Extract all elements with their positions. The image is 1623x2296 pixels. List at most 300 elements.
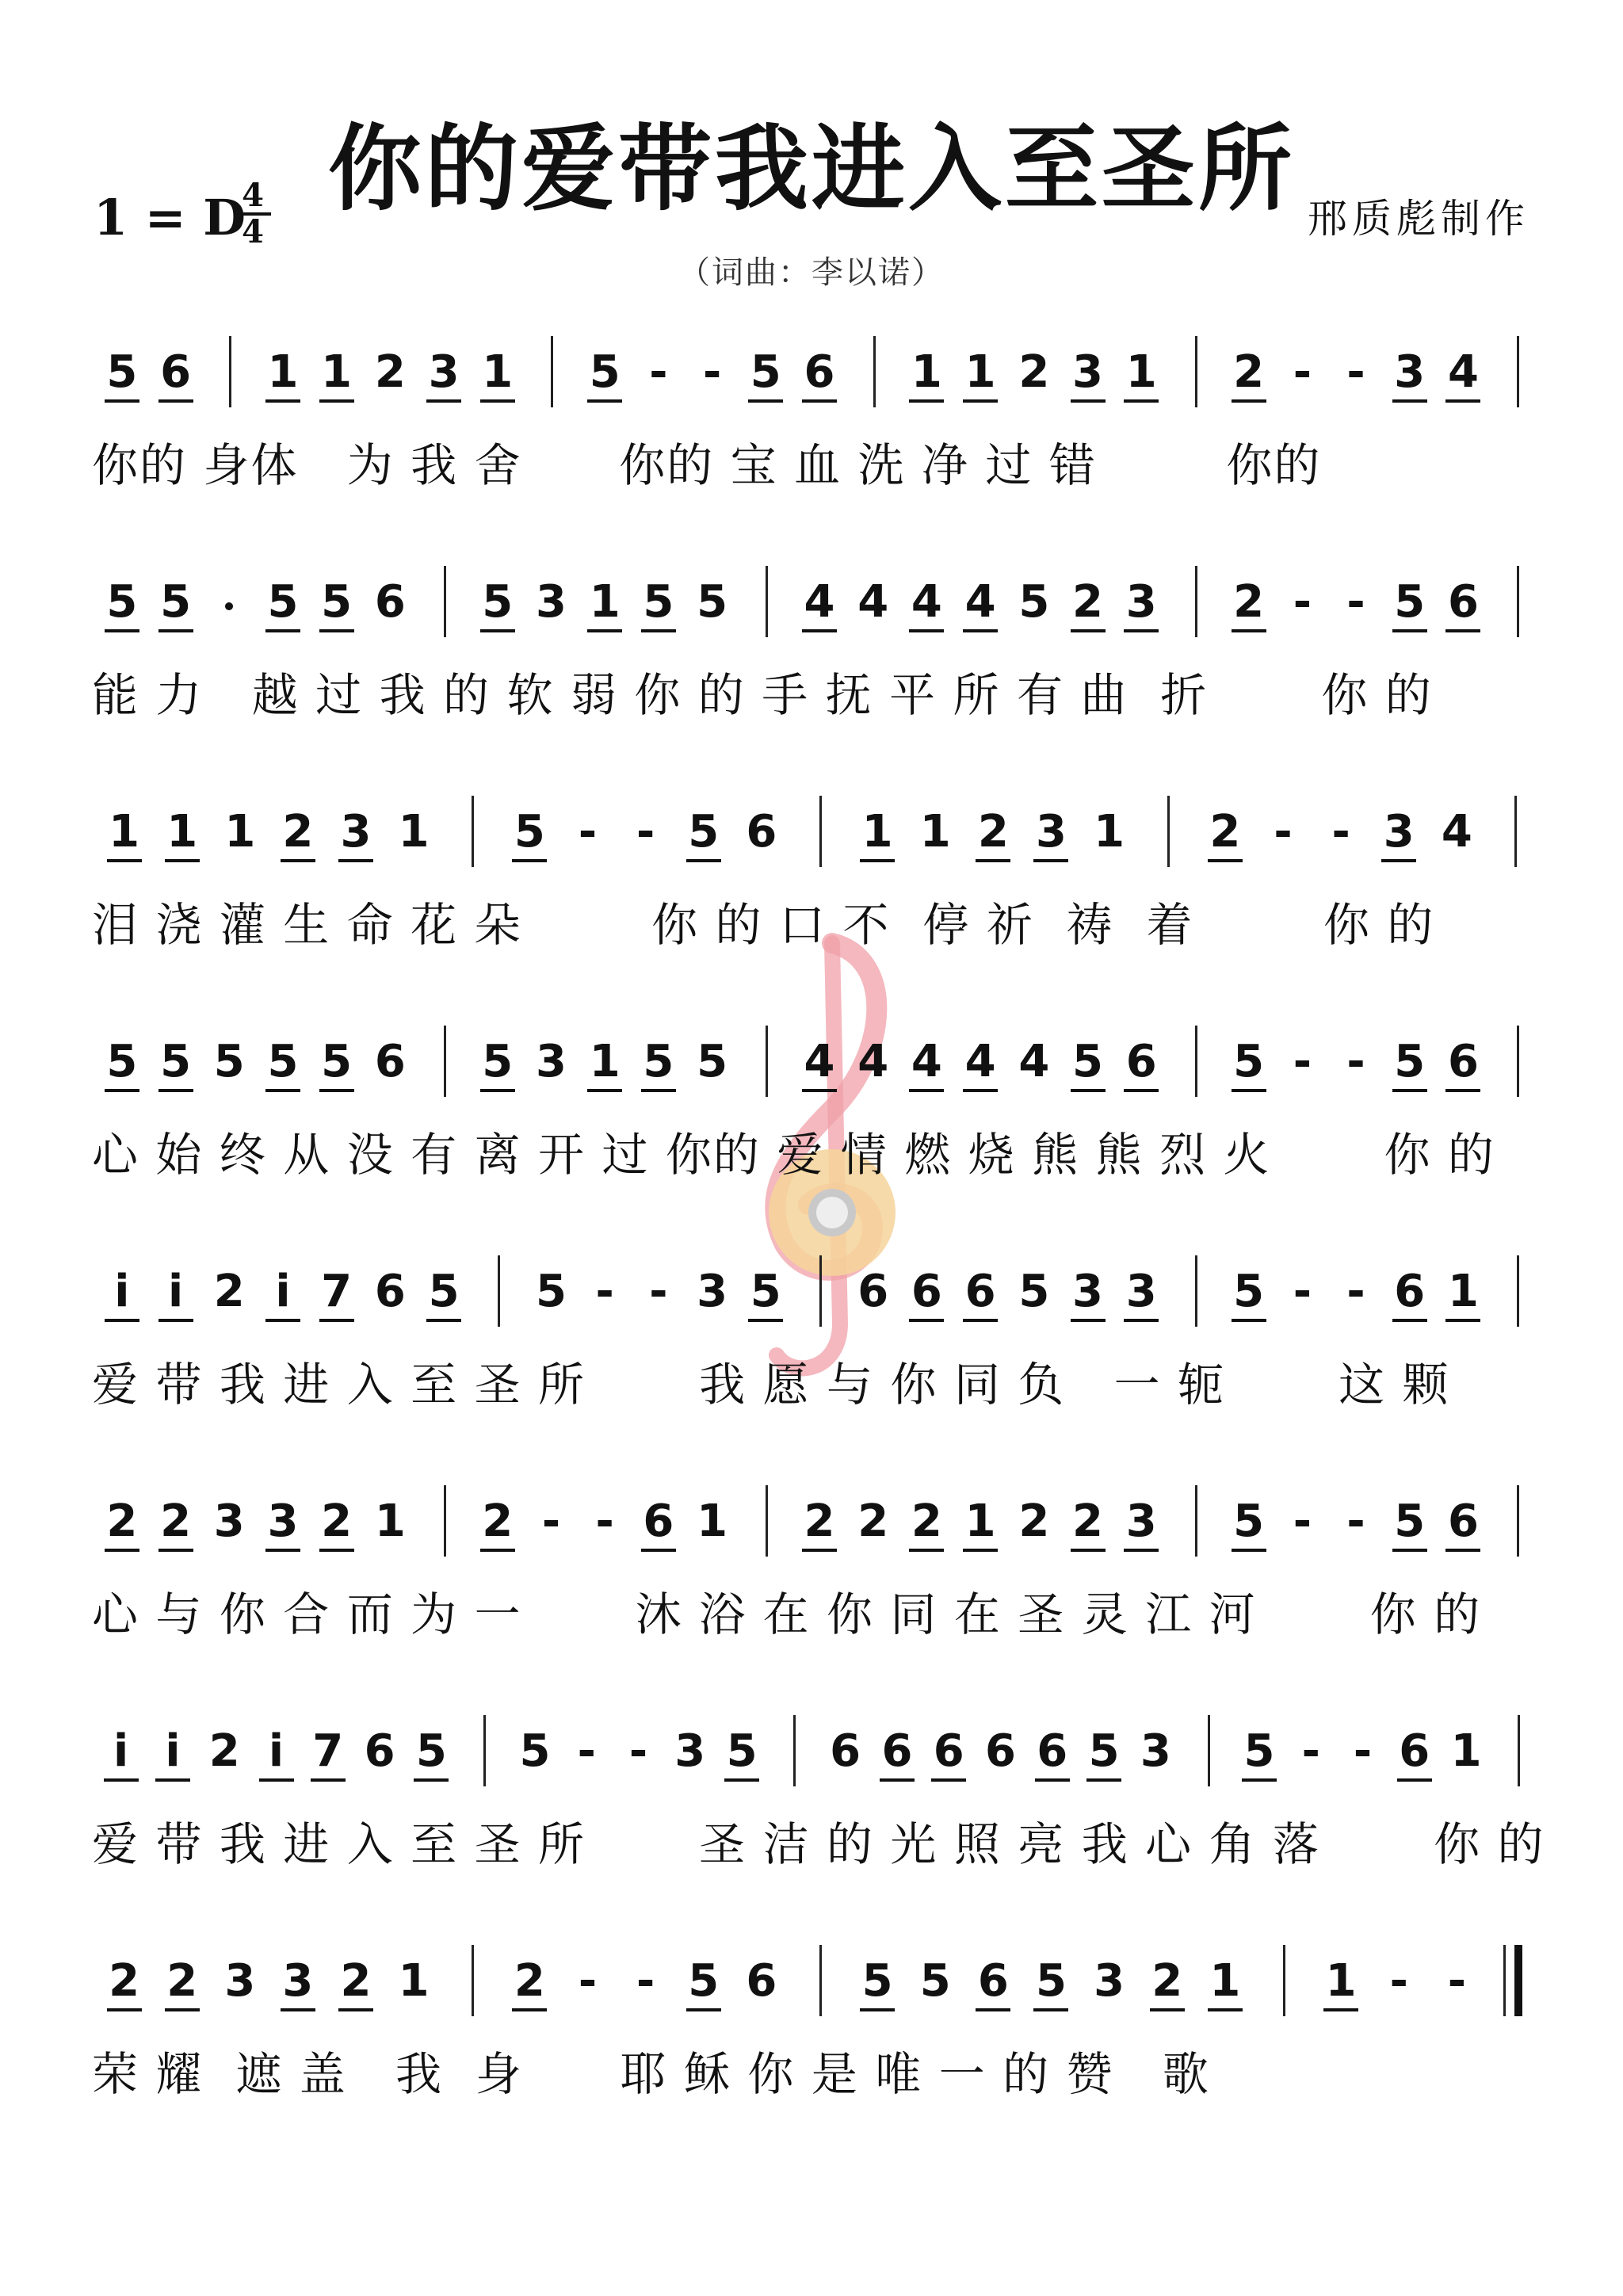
- note: 3: [1125, 576, 1157, 628]
- eighth-underline: [963, 1089, 998, 1092]
- notation-system: [0, 1720, 1623, 1926]
- note: 3: [1125, 1266, 1157, 1317]
- note: 5: [919, 1955, 951, 2007]
- note: i: [165, 1725, 181, 1777]
- note: 2: [1072, 1496, 1103, 1547]
- notation-system: [0, 1030, 1623, 1236]
- note: 3: [267, 1496, 299, 1547]
- eighth-underline: [1381, 859, 1416, 862]
- lyric-line: 爱 带 我 进 入 至 圣 所 圣 洁 的 光 照 亮 我 心 角 落 你 的: [92, 1817, 1545, 1871]
- eighth-underline: [281, 2008, 315, 2011]
- note: 1: [398, 806, 430, 858]
- note: 3: [340, 806, 372, 858]
- note: 5: [589, 346, 621, 398]
- bar-line: [444, 1026, 446, 1097]
- note: 1: [589, 1036, 621, 1087]
- eighth-underline: [338, 2008, 373, 2011]
- eighth-underline: [158, 1089, 193, 1092]
- bar-line: [1514, 796, 1517, 867]
- bar-line: [1518, 1715, 1520, 1786]
- note: 5: [160, 1036, 192, 1087]
- eighth-underline: [909, 629, 944, 632]
- eighth-underline: [909, 1089, 944, 1092]
- note: 5: [1088, 1725, 1120, 1777]
- sustain-dash: -: [1274, 806, 1293, 858]
- sustain-dash: -: [1293, 1266, 1312, 1317]
- note: 1: [1447, 1266, 1479, 1317]
- eighth-underline: [976, 2008, 1010, 2011]
- notation-system: [0, 571, 1623, 777]
- lyric-line: 心 始 终 从 没 有 离 开 过 你的 爱 情 燃 烧 熊 熊 烈 火 你 的: [92, 1128, 1495, 1182]
- eighth-underline: [265, 1319, 300, 1322]
- note: 1: [1325, 1955, 1357, 2007]
- sustain-dash: -: [1293, 1496, 1312, 1547]
- note: 4: [911, 1036, 942, 1087]
- lyric-line: 心 与 你 合 而 为 一 沐 浴 在 你 同 在 圣 灵 江 河 你 的: [92, 1587, 1482, 1641]
- note: 2: [1072, 576, 1103, 628]
- note: 3: [535, 576, 567, 628]
- note: 2: [857, 1496, 889, 1547]
- note: 1: [964, 1496, 996, 1547]
- note: 1: [374, 1496, 406, 1547]
- eighth-underline: [860, 859, 895, 862]
- note: 5: [519, 1725, 551, 1777]
- bar-line: [766, 1026, 768, 1097]
- note: 3: [1125, 1496, 1157, 1547]
- notation-system: [0, 1260, 1623, 1466]
- bar-line: [819, 1255, 822, 1327]
- note: 5: [428, 1266, 460, 1317]
- note: 5: [750, 1266, 781, 1317]
- note: 6: [881, 1725, 913, 1777]
- note: 1: [482, 346, 514, 398]
- note: 6: [933, 1725, 964, 1777]
- note: 5: [213, 1036, 245, 1087]
- sustain-dash: -: [1346, 1036, 1365, 1087]
- eighth-underline: [1392, 399, 1427, 403]
- note: 6: [160, 346, 192, 398]
- bar-line: [819, 1945, 822, 2016]
- note: 5: [861, 1955, 893, 2007]
- eighth-underline: [107, 2008, 142, 2011]
- sustain-dash: -: [1293, 1036, 1312, 1087]
- note: 1: [697, 1496, 728, 1547]
- note: 1: [267, 346, 299, 398]
- note: 6: [1037, 1725, 1068, 1777]
- eighth-underline: [686, 2008, 721, 2011]
- sustain-dash: -: [1389, 1955, 1408, 2007]
- eighth-underline: [165, 859, 200, 862]
- eighth-underline: [319, 629, 354, 632]
- eighth-underline: [1232, 399, 1266, 403]
- note: 6: [374, 1266, 406, 1317]
- bar-line: [1167, 796, 1170, 867]
- final-bar-thick: [1514, 1945, 1522, 2016]
- eighth-underline: [158, 399, 193, 403]
- note: 7: [312, 1725, 344, 1777]
- note: 5: [160, 576, 192, 628]
- eighth-underline: [587, 629, 622, 632]
- note: 1: [224, 806, 256, 858]
- note: 4: [964, 576, 996, 628]
- eighth-underline: [165, 2008, 200, 2011]
- eighth-underline: [1445, 1089, 1480, 1092]
- eighth-underline: [963, 399, 998, 403]
- eighth-underline: [1445, 399, 1480, 403]
- sustain-dash: -: [578, 1955, 598, 2007]
- note: 2: [1018, 346, 1050, 398]
- bar-line: [1195, 566, 1197, 637]
- note: 3: [224, 1955, 256, 2007]
- note: 1: [919, 806, 951, 858]
- note: 2: [977, 806, 1009, 858]
- eighth-underline: [1445, 1549, 1480, 1552]
- eighth-underline: [259, 1778, 294, 1782]
- sustain-dash: -: [578, 806, 598, 858]
- eighth-underline: [1323, 2008, 1358, 2011]
- note: 6: [1399, 1725, 1430, 1777]
- bar-line: [1195, 1255, 1197, 1327]
- bar-line: [873, 336, 876, 407]
- notation-system: [0, 1950, 1623, 2156]
- note: 6: [374, 576, 406, 628]
- note: 3: [1072, 1266, 1103, 1317]
- eighth-underline: [1208, 859, 1243, 862]
- bar-line: [1517, 336, 1519, 407]
- note: 4: [857, 576, 889, 628]
- note: 4: [1447, 346, 1479, 398]
- note: 2: [911, 1496, 942, 1547]
- note: 2: [374, 346, 406, 398]
- sustain-dash: -: [1346, 1266, 1365, 1317]
- note: 4: [964, 1036, 996, 1087]
- eighth-underline: [1232, 1549, 1266, 1552]
- note: 4: [857, 1036, 889, 1087]
- note: 2: [106, 1496, 138, 1547]
- bar-line: [444, 566, 446, 637]
- notation-system: [0, 1490, 1623, 1696]
- eighth-underline: [1208, 2008, 1243, 2011]
- note: 6: [1447, 1036, 1479, 1087]
- eighth-underline: [641, 1549, 676, 1552]
- note: 3: [1094, 1955, 1125, 2007]
- bar-line: [1517, 1255, 1519, 1327]
- note: 6: [1394, 1266, 1426, 1317]
- eighth-underline: [1150, 2008, 1185, 2011]
- eighth-underline: [1071, 399, 1106, 403]
- eighth-underline: [1124, 629, 1159, 632]
- note: 5: [1018, 576, 1050, 628]
- sustain-dash: -: [1346, 576, 1365, 628]
- eighth-underline: [480, 399, 515, 403]
- bar-line: [1208, 1715, 1210, 1786]
- eighth-underline: [426, 1319, 461, 1322]
- eighth-underline: [748, 1319, 783, 1322]
- note: 5: [1035, 1955, 1067, 2007]
- note: 2: [282, 806, 314, 858]
- note: 4: [1018, 1036, 1050, 1087]
- eighth-underline: [1071, 629, 1106, 632]
- note: 6: [911, 1266, 942, 1317]
- note: 5: [267, 1036, 299, 1087]
- sustain-dash: -: [1447, 1955, 1466, 2007]
- meter-denominator: 4: [235, 212, 271, 249]
- note: 1: [398, 1955, 430, 2007]
- eighth-underline: [1071, 1089, 1106, 1092]
- note: 5: [482, 576, 514, 628]
- eighth-underline: [319, 1089, 354, 1092]
- sustain-dash: -: [1293, 576, 1312, 628]
- note: 3: [1140, 1725, 1171, 1777]
- note: 3: [213, 1496, 245, 1547]
- eighth-underline: [1392, 629, 1427, 632]
- lyric-line: 荣 耀 遮 盖 我 身 耶 稣 你 是 唯 一 的 赞 歌: [92, 2047, 1210, 2101]
- note: 3: [1072, 346, 1103, 398]
- note: 5: [688, 806, 720, 858]
- eighth-underline: [860, 2008, 895, 2011]
- eighth-underline: [1124, 1549, 1159, 1552]
- key-signature: 1 = D: [94, 189, 246, 246]
- note: 2: [109, 1955, 140, 2007]
- note: 4: [911, 576, 942, 628]
- eighth-underline: [1397, 1778, 1432, 1782]
- eighth-underline: [480, 1089, 515, 1092]
- eighth-underline: [311, 1778, 346, 1782]
- note: 5: [106, 576, 138, 628]
- note: 6: [746, 806, 777, 858]
- sustain-dash: -: [1346, 1496, 1365, 1547]
- note: 4: [804, 576, 835, 628]
- note: 1: [589, 576, 621, 628]
- note: 1: [166, 806, 198, 858]
- eighth-underline: [802, 399, 837, 403]
- bar-line: [766, 566, 768, 637]
- note: 5: [1243, 1725, 1275, 1777]
- note: 1: [911, 346, 942, 398]
- sustain-dash: -: [649, 1266, 668, 1317]
- eighth-underline: [480, 629, 515, 632]
- eighth-underline: [1124, 399, 1159, 403]
- note: 6: [830, 1725, 861, 1777]
- eighth-underline: [931, 1778, 966, 1782]
- note: 6: [1447, 1496, 1479, 1547]
- eighth-underline: [976, 859, 1010, 862]
- note: 5: [321, 576, 353, 628]
- note: 5: [697, 576, 728, 628]
- note: 6: [977, 1955, 1009, 2007]
- note: i: [275, 1266, 291, 1317]
- sustain-dash: -: [702, 346, 722, 398]
- eighth-underline: [338, 859, 373, 862]
- note: 6: [1125, 1036, 1157, 1087]
- note: 5: [106, 1036, 138, 1087]
- sustain-dash: -: [1293, 346, 1312, 398]
- eighth-underline: [1071, 1319, 1106, 1322]
- bar-line: [498, 1255, 500, 1327]
- eighth-underline: [963, 1549, 998, 1552]
- note: 3: [1394, 346, 1426, 398]
- note: 2: [1209, 806, 1241, 858]
- eighth-underline: [155, 1778, 190, 1782]
- bar-line: [1195, 1026, 1197, 1097]
- note: 3: [535, 1036, 567, 1087]
- note: 2: [1018, 1496, 1050, 1547]
- eighth-underline: [724, 1778, 759, 1782]
- bar-line: [472, 796, 474, 867]
- note: 1: [861, 806, 893, 858]
- note: i: [114, 1266, 130, 1317]
- note: 6: [1447, 576, 1479, 628]
- time-signature: [235, 179, 271, 249]
- note: 5: [1018, 1266, 1050, 1317]
- note: 2: [482, 1496, 514, 1547]
- note: 1: [321, 346, 353, 398]
- note: 2: [1233, 576, 1265, 628]
- note: 5: [750, 346, 781, 398]
- eighth-underline: [963, 1319, 998, 1322]
- bar-line: [793, 1715, 796, 1786]
- eighth-underline: [1033, 2008, 1068, 2011]
- eighth-underline: [587, 1089, 622, 1092]
- bar-line: [551, 336, 553, 407]
- eighth-underline: [1124, 1319, 1159, 1322]
- note: 1: [964, 346, 996, 398]
- note: 5: [321, 1036, 353, 1087]
- note: i: [268, 1725, 285, 1777]
- lyric-line: 爱 带 我 进 入 至 圣 所 我 愿 与 你 同 负 一 轭 这 颗: [92, 1358, 1450, 1412]
- notation-system: [0, 800, 1623, 1007]
- eighth-underline: [319, 399, 354, 403]
- note: 4: [1441, 806, 1472, 858]
- note: 3: [428, 346, 460, 398]
- eighth-underline: [105, 1319, 139, 1322]
- meter-numerator: 4: [242, 177, 264, 214]
- augmentation-dot: [225, 602, 233, 610]
- note: 5: [415, 1725, 447, 1777]
- sustain-dash: -: [636, 1955, 655, 2007]
- note: 2: [514, 1955, 545, 2007]
- lyric-line: 能 力 越 过 我 的 软 弱 你 的 手 抚 平 所 有 曲 折 你 的: [92, 668, 1433, 722]
- eighth-underline: [1445, 629, 1480, 632]
- sustain-dash: -: [636, 806, 655, 858]
- eighth-underline: [480, 1549, 515, 1552]
- eighth-underline: [319, 1549, 354, 1552]
- note: 2: [340, 1955, 372, 2007]
- note: 2: [213, 1266, 245, 1317]
- note: 3: [674, 1725, 706, 1777]
- note: 5: [514, 806, 545, 858]
- note: 5: [1072, 1036, 1103, 1087]
- note: 5: [106, 346, 138, 398]
- eighth-underline: [1232, 629, 1266, 632]
- note: 6: [857, 1266, 889, 1317]
- eighth-underline: [281, 859, 315, 862]
- note: 5: [1233, 1496, 1265, 1547]
- eighth-underline: [265, 1089, 300, 1092]
- note: 1: [1450, 1725, 1482, 1777]
- eighth-underline: [512, 2008, 547, 2011]
- eighth-underline: [641, 1089, 676, 1092]
- note: 2: [1233, 346, 1265, 398]
- sustain-dash: -: [1301, 1725, 1320, 1777]
- note: 1: [1209, 1955, 1241, 2007]
- notation-system: [0, 341, 1623, 547]
- note: 3: [282, 1955, 314, 2007]
- note: 2: [208, 1725, 240, 1777]
- eighth-underline: [1124, 1089, 1159, 1092]
- eighth-underline: [158, 1319, 193, 1322]
- note: 2: [166, 1955, 198, 2007]
- eighth-underline: [880, 1778, 915, 1782]
- eighth-underline: [909, 1319, 944, 1322]
- note: 6: [374, 1036, 406, 1087]
- eighth-underline: [158, 1549, 193, 1552]
- bar-line: [444, 1485, 446, 1557]
- eighth-underline: [265, 1549, 300, 1552]
- eighth-underline: [1445, 1319, 1480, 1322]
- eighth-underline: [802, 1089, 837, 1092]
- eighth-underline: [107, 859, 142, 862]
- eighth-underline: [105, 1089, 139, 1092]
- sustain-dash: -: [628, 1725, 648, 1777]
- note: 5: [697, 1036, 728, 1087]
- eighth-underline: [104, 1778, 139, 1782]
- note: i: [167, 1266, 184, 1317]
- note: 5: [1394, 1496, 1426, 1547]
- note: 5: [643, 1036, 674, 1087]
- note: 6: [364, 1725, 395, 1777]
- note: 3: [697, 1266, 728, 1317]
- bar-line: [1517, 1026, 1519, 1097]
- note: 6: [985, 1725, 1016, 1777]
- note: 5: [1394, 576, 1426, 628]
- eighth-underline: [1232, 1089, 1266, 1092]
- note: 3: [1383, 806, 1415, 858]
- eighth-underline: [909, 1549, 944, 1552]
- note: 5: [1394, 1036, 1426, 1087]
- eighth-underline: [748, 399, 783, 403]
- eighth-underline: [1392, 1089, 1427, 1092]
- eighth-underline: [686, 859, 721, 862]
- eighth-underline: [1035, 1778, 1070, 1782]
- note: 2: [804, 1496, 835, 1547]
- eighth-underline: [802, 629, 837, 632]
- maker-credit: 邢质彪制作: [1308, 196, 1529, 242]
- note: 5: [726, 1725, 758, 1777]
- eighth-underline: [319, 1319, 354, 1322]
- song-title: 你的爱带我进入至圣所: [327, 113, 1295, 223]
- eighth-underline: [1071, 1549, 1106, 1552]
- note: 7: [321, 1266, 353, 1317]
- note: i: [113, 1725, 129, 1777]
- bar-line: [1517, 1485, 1519, 1557]
- final-bar-line: [1503, 1945, 1506, 2016]
- lyric-line: 你的 身体 为 我 舍 你的 宝 血 洗 净 过 错 你的: [92, 438, 1322, 492]
- eighth-underline: [105, 1549, 139, 1552]
- note: 5: [688, 1955, 720, 2007]
- note: 6: [746, 1955, 777, 2007]
- note: 6: [804, 346, 835, 398]
- eighth-underline: [1033, 859, 1068, 862]
- note: 5: [1233, 1266, 1265, 1317]
- eighth-underline: [105, 629, 139, 632]
- bar-line: [1195, 1485, 1197, 1557]
- eighth-underline: [265, 399, 300, 403]
- note: 1: [1094, 806, 1125, 858]
- eighth-underline: [158, 629, 193, 632]
- note: 5: [267, 576, 299, 628]
- note: 1: [109, 806, 140, 858]
